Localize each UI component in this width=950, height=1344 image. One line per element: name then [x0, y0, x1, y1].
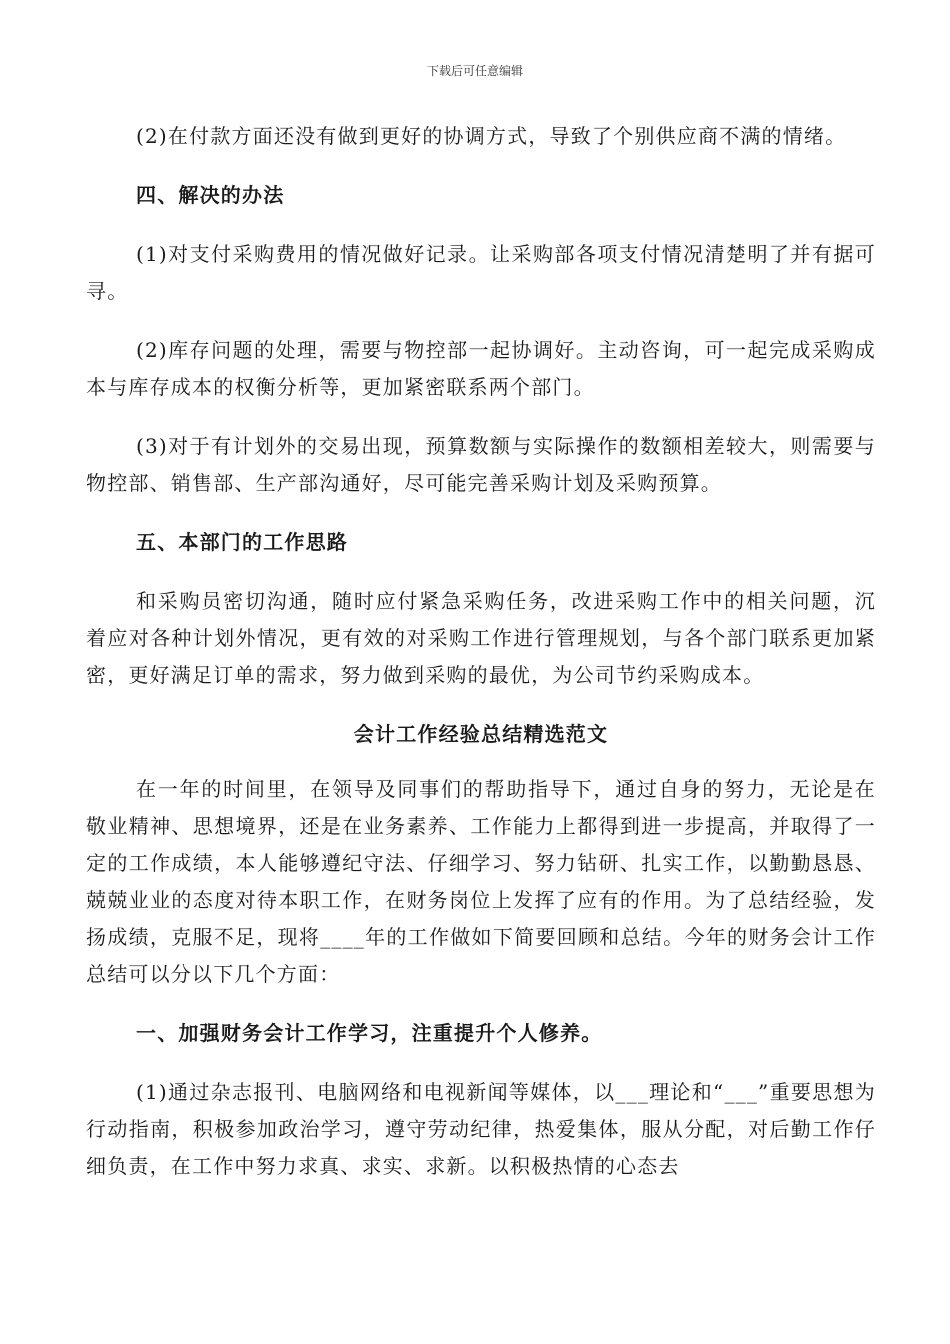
paragraph-solution-1: (1)对支付采购费用的情况做好记录。让采购部各项支付情况清楚明了并有据可寻。 — [86, 242, 876, 303]
paragraph-solution-2: (2)库存问题的处理，需要与物控部一起协调好。主动咨询，可一起完成采购成本与库存成本的权衡分析等，更加紧密联系两个部门。 — [86, 338, 876, 399]
paragraph-payment-issue: (2)在付款方面还没有做到更好的协调方式，导致了个别供应商不满的情绪。 — [136, 124, 847, 148]
paragraph-study-1: (1)通过杂志报刊、电脑网络和电视新闻等媒体，以___理论和“___”重要思想为行动指南，积极参加政治学习，遵守劳动纪律，热爱集体，服从分配，对后勤工作仔细负责，在工作中努力求真、求实、求新。以积极热情的心态去 — [86, 1080, 876, 1178]
paragraph-work-ideas: 和采购员密切沟通，随时应付紧急采购任务，改进采购工作中的相关问题，沉着应对各种计划外情况，更有效的对采购工作进行管理规划，与各个部门联系更加紧密，更好满足订单的需求，努力做到采购的最优，为公司节约采购成本。 — [86, 589, 876, 687]
document-title: 会计工作经验总结精选范文 — [353, 722, 609, 746]
paragraph-solution-3: (3)对于有计划外的交易出现，预算数额与实际操作的数额相差较大，则需要与物控部、销售部、生产部沟通好，尽可能完善采购计划及采购预算。 — [86, 434, 876, 495]
section-heading-solutions: 四、解决的办法 — [136, 183, 285, 207]
paragraph-intro: 在一年的时间里，在领导及同事们的帮助指导下，通过自身的努力，无论是在敬业精神、思想境界，还是在业务素养、工作能力上都得到进一步提高，并取得了一定的工作成绩，本人能够遵纪守法、仔细学习、努力钻研、扎实工作，以勤勤恳恳、兢兢业业的态度对待本职工作，在财务岗位上发挥了应有的作用。为了总结经验，发扬成绩，克服不足，现将____年的工作做如下简要回顾和总结。今年的财务会计工作总结可以分以下几个方面： — [86, 777, 876, 986]
page-header: 下载后可任意编辑 — [426, 64, 523, 78]
document-body — [86, 118, 876, 1207]
section-heading-work-ideas: 五、本部门的工作思路 — [136, 530, 348, 554]
section-heading-study: 一、加强财务会计工作学习，注重提升个人修养。 — [136, 1021, 603, 1045]
